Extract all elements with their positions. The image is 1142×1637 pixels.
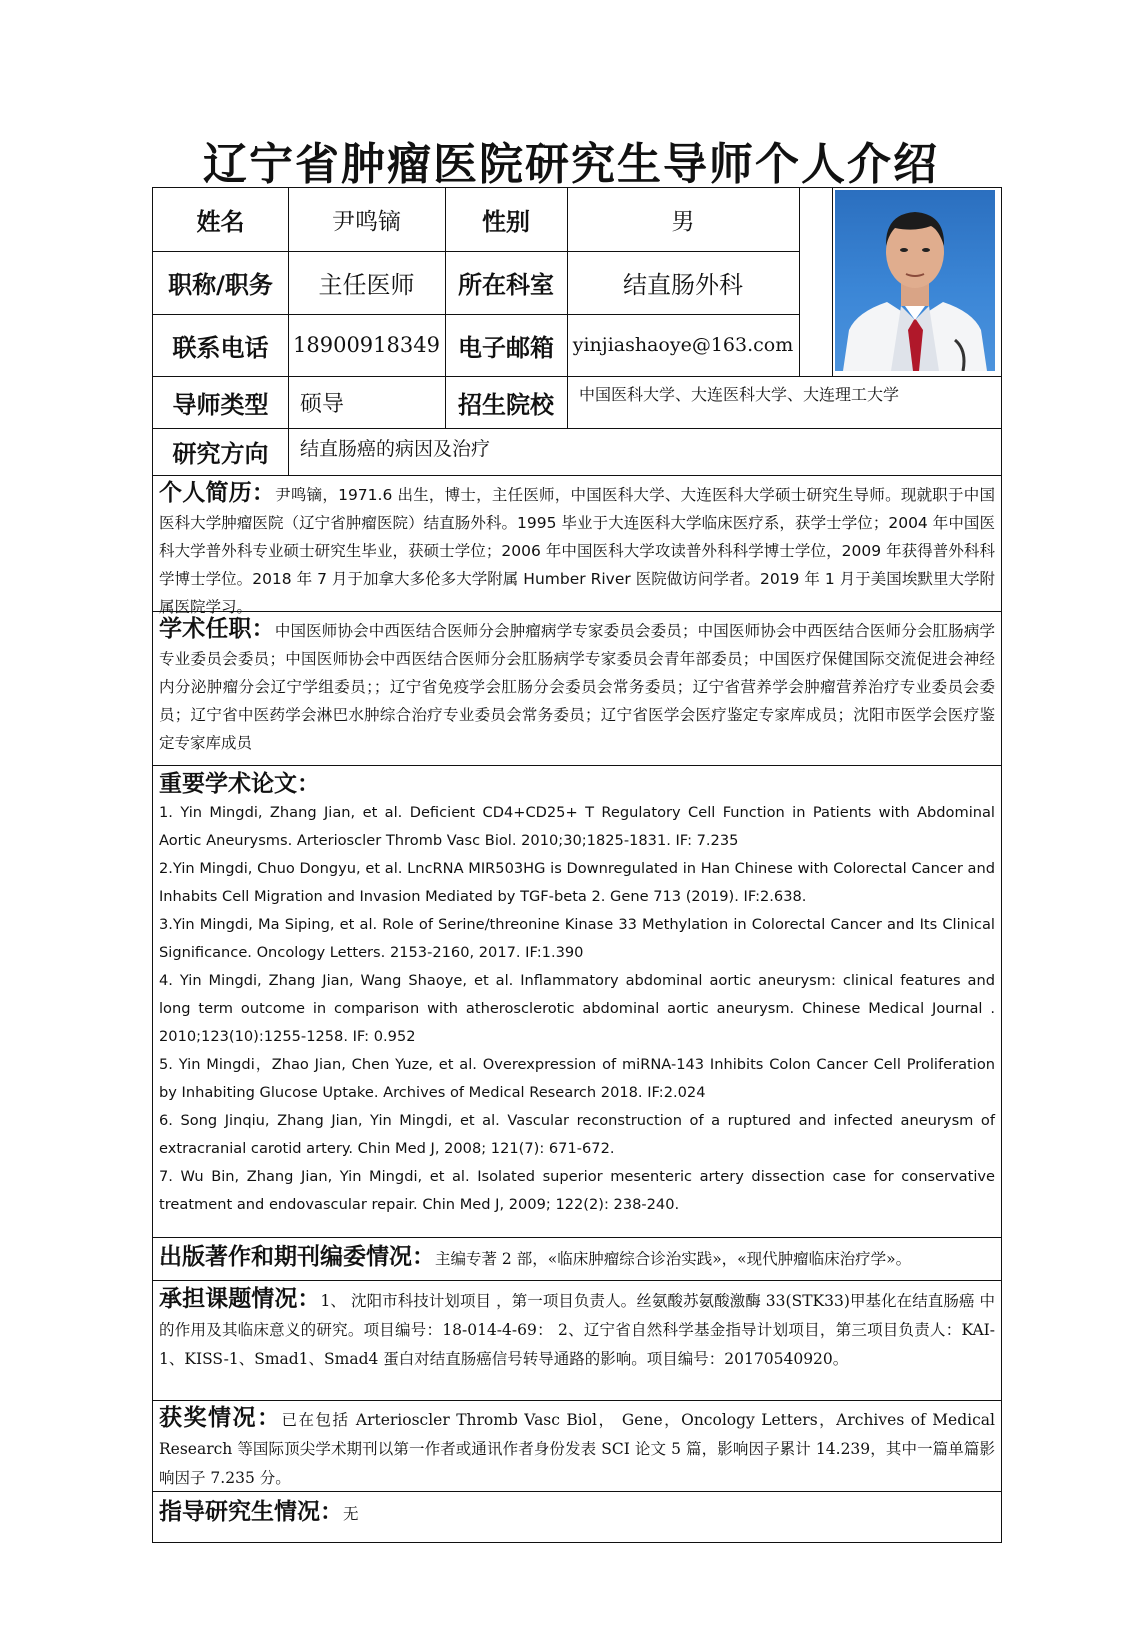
- awards-section: [159, 1404, 995, 1493]
- position-value: 主任医师: [318, 271, 415, 299]
- email-value: yinjiashaoye@163.com: [572, 334, 794, 356]
- publications-text: 主编专著 2 部，«临床肿瘤综合诊治实践»，«现代肿瘤临床治疗学»。: [435, 1250, 912, 1268]
- resume-heading: 个人简历：: [159, 480, 276, 506]
- dept-label: 所在科室: [458, 271, 554, 299]
- academic-heading: 学术任职：: [159, 616, 275, 642]
- students-text: 无: [343, 1505, 359, 1523]
- paper-item: 1. Yin Mingdi, Zhang Jian, et al. Deficient CD4+CD25+ T Regulatory Cell Function in Patients with Abdominal Aortic Aneurysms. Arterioscler Thromb Vasc Biol. 2010;30;1825-1831. IF: 7.235: [159, 804, 995, 849]
- projects-text: 1、 沈阳市科技计划项目 ，第一项目负责人。丝氨酸苏氨酸激酶 33(STK33)甲基化在结直肠癌 中的作用及其临床意义的研究。项目编号：18-014-4-69： 2、辽宁省自然科学基金指导计划项目，第三项目负责人：KAI-1、KISS-1、Smad1、Smad4 蛋白对结直肠癌信号转导通路的影响。项目编号：20170540920。: [159, 1292, 996, 1368]
- paper-item: 6. Song Jinqiu, Zhang Jian, Yin Mingdi, et al. Vascular reconstruction of a ruptured and infected aneurysm of extracranial carotid artery. Chin Med J, 2008; 121(7): 671-672.: [159, 1112, 995, 1157]
- paper-item: 2.Yin Mingdi, Chuo Dongyu, et al. LncRNA MIR503HG is Downregulated in Han Chinese with Colorectal Cancer and Inhabits Cell Migration and Invasion Mediated by TGF-beta 2. Gene 713 (2019). IF:2.638.: [159, 860, 995, 905]
- gender-label: 性别: [482, 208, 530, 236]
- gender-value: 男: [671, 209, 695, 235]
- academic-text: 中国医师协会中西医结合医师分会肿瘤病学专家委员会委员；中国医师协会中西医结合医师分会肛肠病学专业委员会委员；中国医师协会中西医结合医师分会肛肠病学专家委员会青年部委员；中国医疗保健国际交流促进会神经内分泌肿瘤分会辽宁学组委员；；辽宁省免疫学会肛肠分会委员会常务委员；辽宁省营养学会肿瘤营养治疗专业委员会委员；辽宁省中医药学会淋巴水肿综合治疗专业委员会常务委员；辽宁省医学会医疗鉴定专家库成员；沈阳市医学会医疗鉴定专家库成员: [159, 622, 996, 752]
- supervisor-type-label: 导师类型: [172, 390, 269, 419]
- academic-section: [159, 615, 995, 757]
- supervisor-type-value: 硕导: [300, 391, 345, 417]
- projects-heading: 承担课题情况：: [159, 1286, 321, 1312]
- research-label: 研究方向: [172, 440, 269, 468]
- projects-section: [159, 1285, 995, 1374]
- profile-form: [152, 187, 1002, 1543]
- portrait-photo: [835, 190, 995, 371]
- schools-value: 中国医科大学、大连医科大学、大连理工大学: [579, 385, 900, 404]
- schools-label: 招生院校: [458, 390, 554, 419]
- awards-heading: 获奖情况：: [159, 1405, 282, 1431]
- portrait-illustration: [835, 190, 995, 371]
- paper-item: 5. Yin Mingdi，Zhao Jian, Chen Yuze, et al. Overexpression of miRNA-143 Inhibits Colon Cancer Cell Proliferation by Inhabiting Glucose Uptake. Archives of Medical Research 2018. IF:2.024: [159, 1056, 995, 1101]
- paper-item: 3.Yin Mingdi, Ma Siping, et al. Role of Serine/threonine Kinase 33 Methylation in Colorectal Cancer and Its Clinical Significance. Oncology Letters. 2153-2160, 2017. IF:1.390: [159, 916, 995, 961]
- phone-value: 18900918349: [293, 333, 440, 357]
- name-value: 尹鸣镝: [332, 209, 401, 235]
- email-label: 电子邮箱: [458, 333, 554, 362]
- phone-label: 联系电话: [172, 333, 269, 362]
- students-section: [159, 1498, 995, 1528]
- name-label: 姓名: [196, 208, 245, 236]
- papers-heading: 重要学术论文：: [159, 771, 320, 797]
- page-title: 辽宁省肿瘤医院研究生导师个人介绍: [203, 139, 939, 190]
- position-label: 职称/职务: [168, 271, 273, 299]
- resume-section: [159, 479, 995, 621]
- research-value: 结直肠癌的病因及治疗: [300, 438, 491, 460]
- paper-item: 7. Wu Bin, Zhang Jian, Yin Mingdi, et al. Isolated superior mesenteric artery dissection case for conservative treatment and endovascular repair. Chin Med J, 2009; 122(2): 238-240.: [159, 1168, 995, 1213]
- publications-heading: 出版著作和期刊编委情况：: [159, 1244, 435, 1270]
- paper-item: 4. Yin Mingdi, Zhang Jian, Wang Shaoye, et al. Inflammatory abdominal aortic aneurysm: clinical features and long term outcome in comparison with atherosclerotic abdominal aortic aneurysm. Chinese Medical Journal . 2010;123(10):1255-1258. IF: 0.952: [159, 972, 995, 1045]
- papers-section: [159, 769, 995, 1219]
- publications-section: [159, 1243, 995, 1273]
- awards-text: 已在包括 Arterioscler Thromb Vasc Biol， Gene，Oncology Letters，Archives of Medical Research 等国际顶尖学术期刊以第一作者或通讯作者身份发表 SCI 论文 5 篇，影响因子累计 14.239，其中一篇单篇影响因子 7.235 分。: [159, 1411, 995, 1487]
- resume-text: 尹鸣镝，1971.6 出生，博士，主任医师，中国医科大学、大连医科大学硕士研究生导师。现就职于中国医科大学肿瘤医院（辽宁省肿瘤医院）结直肠外科。1995 毕业于大连医科大学临床医疗系，获学士学位；2004 年中国医科大学普外科专业硕士研究生毕业，获硕士学位；2006 年中国医科大学攻读普外科科学博士学位，2009 年获得普外科科学博士学位。2018 年 7 月于加拿大多伦多大学附属 Humber River 医院做访问学者。2019 年 1 月于美国埃默里大学附属医院学习。: [159, 486, 995, 616]
- dept-value: 结直肠外科: [623, 271, 743, 299]
- students-heading: 指导研究生情况：: [159, 1499, 343, 1525]
